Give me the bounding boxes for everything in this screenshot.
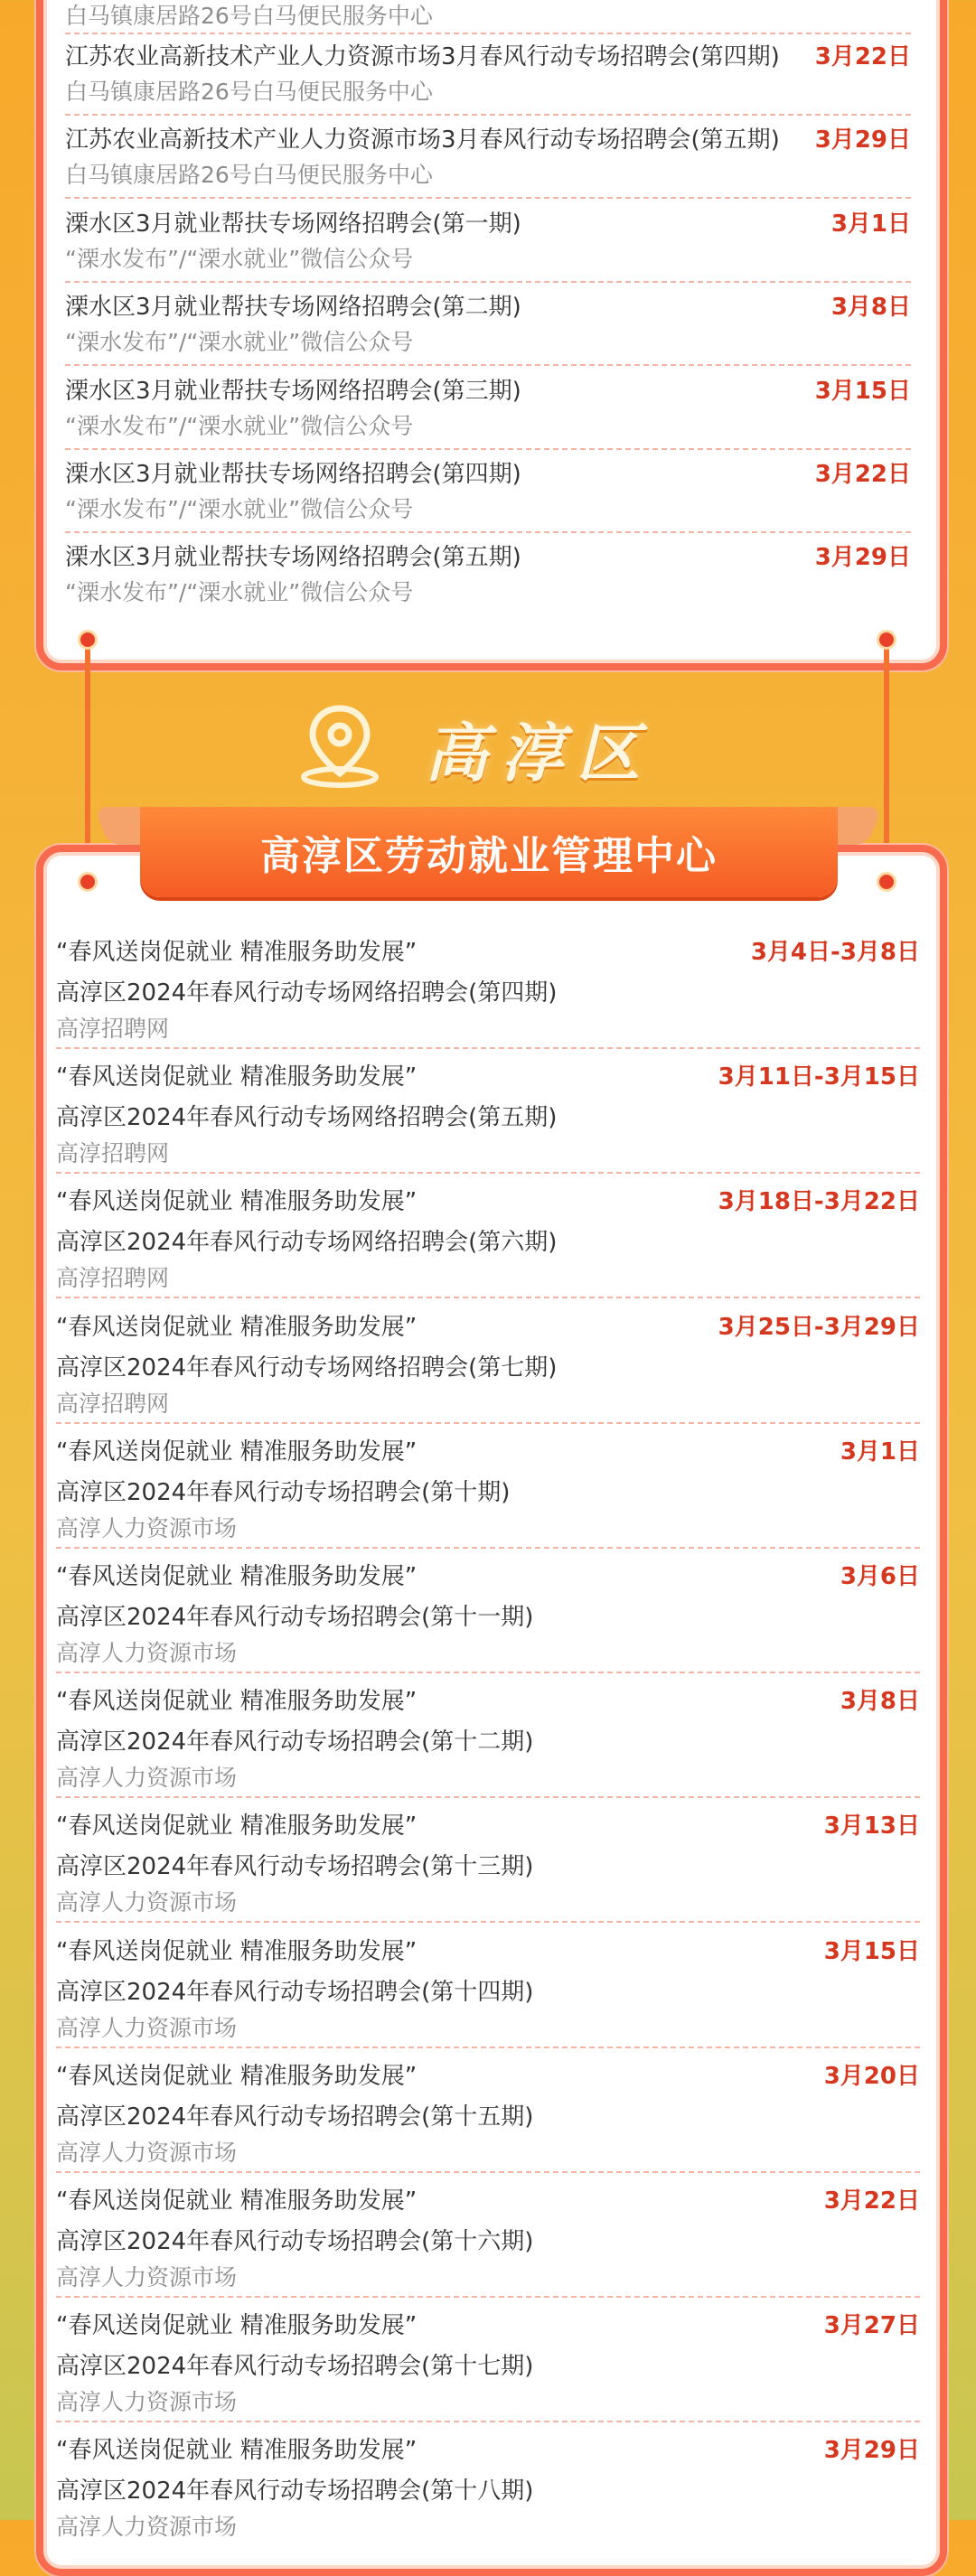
event-venue: 高淳人力资源市场 [56, 1765, 238, 1792]
event-venue: 高淳人力资源市场 [56, 2014, 238, 2041]
row-divider [56, 2421, 920, 2422]
event-slogan: “春风送岗促就业 精准服务助发展” [56, 1438, 418, 1466]
event-date: 3月20日 [823, 2062, 920, 2090]
connector-dot [877, 872, 896, 892]
event-slogan: “春风送岗促就业 精准服务助发展” [56, 2312, 418, 2340]
banner-title: 高淳区劳动就业管理中心 [260, 833, 718, 879]
event-slogan: “春风送岗促就业 精准服务助发展” [56, 2437, 418, 2465]
row-divider [56, 1297, 920, 1298]
event-date: 3月29日 [814, 126, 911, 155]
row-divider [56, 1172, 920, 1174]
event-slogan: “春风送岗促就业 精准服务助发展” [56, 1813, 418, 1841]
event-date: 3月29日 [823, 2437, 920, 2465]
event-venue: “溧水发布”/“溧水就业”微信公众号 [65, 579, 414, 606]
event-slogan: “春风送岗促就业 精准服务助发展” [56, 2187, 418, 2215]
row-divider [65, 364, 911, 366]
event-venue: 高淳人力资源市场 [56, 2264, 238, 2290]
row-divider [65, 114, 911, 116]
event-title: 高淳区2024年春风行动专场招聘会(第十期) [56, 1478, 511, 1506]
row-divider [65, 33, 911, 34]
connector-dot [877, 630, 896, 650]
event-date: 3月15日 [814, 377, 911, 405]
row-divider [65, 281, 911, 283]
event-title: 高淳区2024年春风行动专场招聘会(第十一期) [56, 1604, 534, 1631]
event-title: 江苏农业高新技术产业人力资源市场3月春风行动专场招聘会(第五期) [65, 126, 780, 155]
event-slogan: “春风送岗促就业 精准服务助发展” [56, 1563, 418, 1590]
event-date: 3月1日 [840, 1438, 920, 1466]
event-venue: 高淳招聘网 [56, 1016, 170, 1042]
row-divider [65, 197, 911, 199]
event-title: 高淳区2024年春风行动专场网络招聘会(第七期) [56, 1354, 558, 1382]
event-slogan: “春风送岗促就业 精准服务助发展” [56, 1313, 418, 1341]
event-venue: 高淳招聘网 [56, 1390, 170, 1417]
event-title: 高淳区2024年春风行动专场招聘会(第十八期) [56, 2478, 534, 2506]
event-date: 3月13日 [823, 1813, 920, 1841]
location-pin-icon [296, 703, 383, 788]
event-slogan: “春风送岗促就业 精准服务助发展” [56, 1063, 418, 1091]
event-date: 3月15日 [823, 1937, 920, 1965]
row-divider [65, 448, 911, 450]
event-slogan: “春风送岗促就业 精准服务助发展” [56, 1937, 418, 1965]
section-banner [140, 807, 838, 897]
event-venue: 高淳招聘网 [56, 1265, 170, 1292]
event-venue: 高淳人力资源市场 [56, 1889, 238, 1916]
event-venue: 白马镇康居路26号白马便民服务中心 [65, 79, 433, 105]
event-title: 高淳区2024年春风行动专场招聘会(第十三期) [56, 1853, 534, 1881]
event-venue: 高淳招聘网 [56, 1140, 170, 1167]
event-title: 高淳区2024年春风行动专场网络招聘会(第六期) [56, 1229, 558, 1257]
event-venue: 高淳人力资源市场 [56, 2389, 238, 2416]
row-divider [56, 1047, 920, 1049]
event-venue: “溧水发布”/“溧水就业”微信公众号 [65, 412, 414, 439]
event-title: 溧水区3月就业帮扶专场网络招聘会(第一期) [65, 210, 521, 238]
event-venue: “溧水发布”/“溧水就业”微信公众号 [65, 496, 414, 522]
event-title: 高淳区2024年春风行动专场招聘会(第十四期) [56, 1978, 534, 2006]
event-title: 溧水区3月就业帮扶专场网络招聘会(第四期) [65, 461, 521, 488]
row-divider [56, 1796, 920, 1798]
event-title: 高淳区2024年春风行动专场招聘会(第十二期) [56, 1728, 534, 1756]
connector-dot [78, 630, 98, 650]
event-title: 高淳区2024年春风行动专场招聘会(第十七期) [56, 2353, 534, 2381]
event-date: 3月22日 [814, 461, 911, 488]
event-title: 高淳区2024年春风行动专场网络招聘会(第五期) [56, 1104, 558, 1132]
event-venue: 高淳人力资源市场 [56, 1640, 238, 1666]
connector-dot [78, 872, 98, 892]
event-date: 3月22日 [814, 43, 911, 70]
event-title: 江苏农业高新技术产业人力资源市场3月春风行动专场招聘会(第四期) [65, 43, 780, 70]
event-venue: 高淳人力资源市场 [56, 2139, 238, 2166]
event-slogan: “春风送岗促就业 精准服务助发展” [56, 1688, 418, 1716]
event-date: 3月8日 [831, 294, 911, 322]
row-divider [56, 1672, 920, 1673]
event-date: 3月25日-3月29日 [718, 1313, 920, 1341]
event-date: 3月27日 [823, 2312, 920, 2340]
event-slogan: “春风送岗促就业 精准服务助发展” [56, 2062, 418, 2090]
event-venue: 高淳人力资源市场 [56, 2514, 238, 2541]
event-title: 溧水区3月就业帮扶专场网络招聘会(第三期) [65, 377, 521, 405]
event-date: 3月18日-3月22日 [718, 1188, 920, 1216]
event-date: 3月1日 [831, 210, 911, 238]
event-slogan: “春风送岗促就业 精准服务助发展” [56, 939, 418, 966]
event-title: 高淳区2024年春风行动专场招聘会(第十六期) [56, 2228, 534, 2255]
event-date: 3月22日 [823, 2187, 920, 2215]
event-date: 3月11日-3月15日 [718, 1063, 920, 1091]
row-divider [56, 1547, 920, 1549]
row-divider [56, 2171, 920, 2173]
event-venue: 白马镇康居路26号白马便民服务中心 [65, 162, 433, 189]
row-divider [56, 2047, 920, 2048]
event-date: 3月6日 [840, 1563, 920, 1590]
event-title: 溧水区3月就业帮扶专场网络招聘会(第五期) [65, 544, 521, 572]
row-divider [56, 1921, 920, 1923]
event-slogan: “春风送岗促就业 精准服务助发展” [56, 1188, 418, 1216]
district-name: 高淳区 [425, 717, 652, 791]
district-header [0, 696, 976, 795]
event-venue: “溧水发布”/“溧水就业”微信公众号 [65, 329, 414, 356]
row-divider [65, 531, 911, 533]
event-venue: 白马镇康居路26号白马便民服务中心 [65, 3, 433, 29]
event-date: 3月29日 [814, 544, 911, 572]
event-title: 高淳区2024年春风行动专场网络招聘会(第四期) [56, 979, 558, 1007]
event-title: 高淳区2024年春风行动专场招聘会(第十五期) [56, 2103, 534, 2131]
event-title: 溧水区3月就业帮扶专场网络招聘会(第二期) [65, 294, 521, 322]
event-venue: “溧水发布”/“溧水就业”微信公众号 [65, 245, 414, 272]
event-date: 3月8日 [840, 1688, 920, 1716]
row-divider [56, 2296, 920, 2298]
event-date: 3月4日-3月8日 [750, 939, 920, 966]
event-venue: 高淳人力资源市场 [56, 1514, 238, 1541]
row-divider [56, 1422, 920, 1424]
